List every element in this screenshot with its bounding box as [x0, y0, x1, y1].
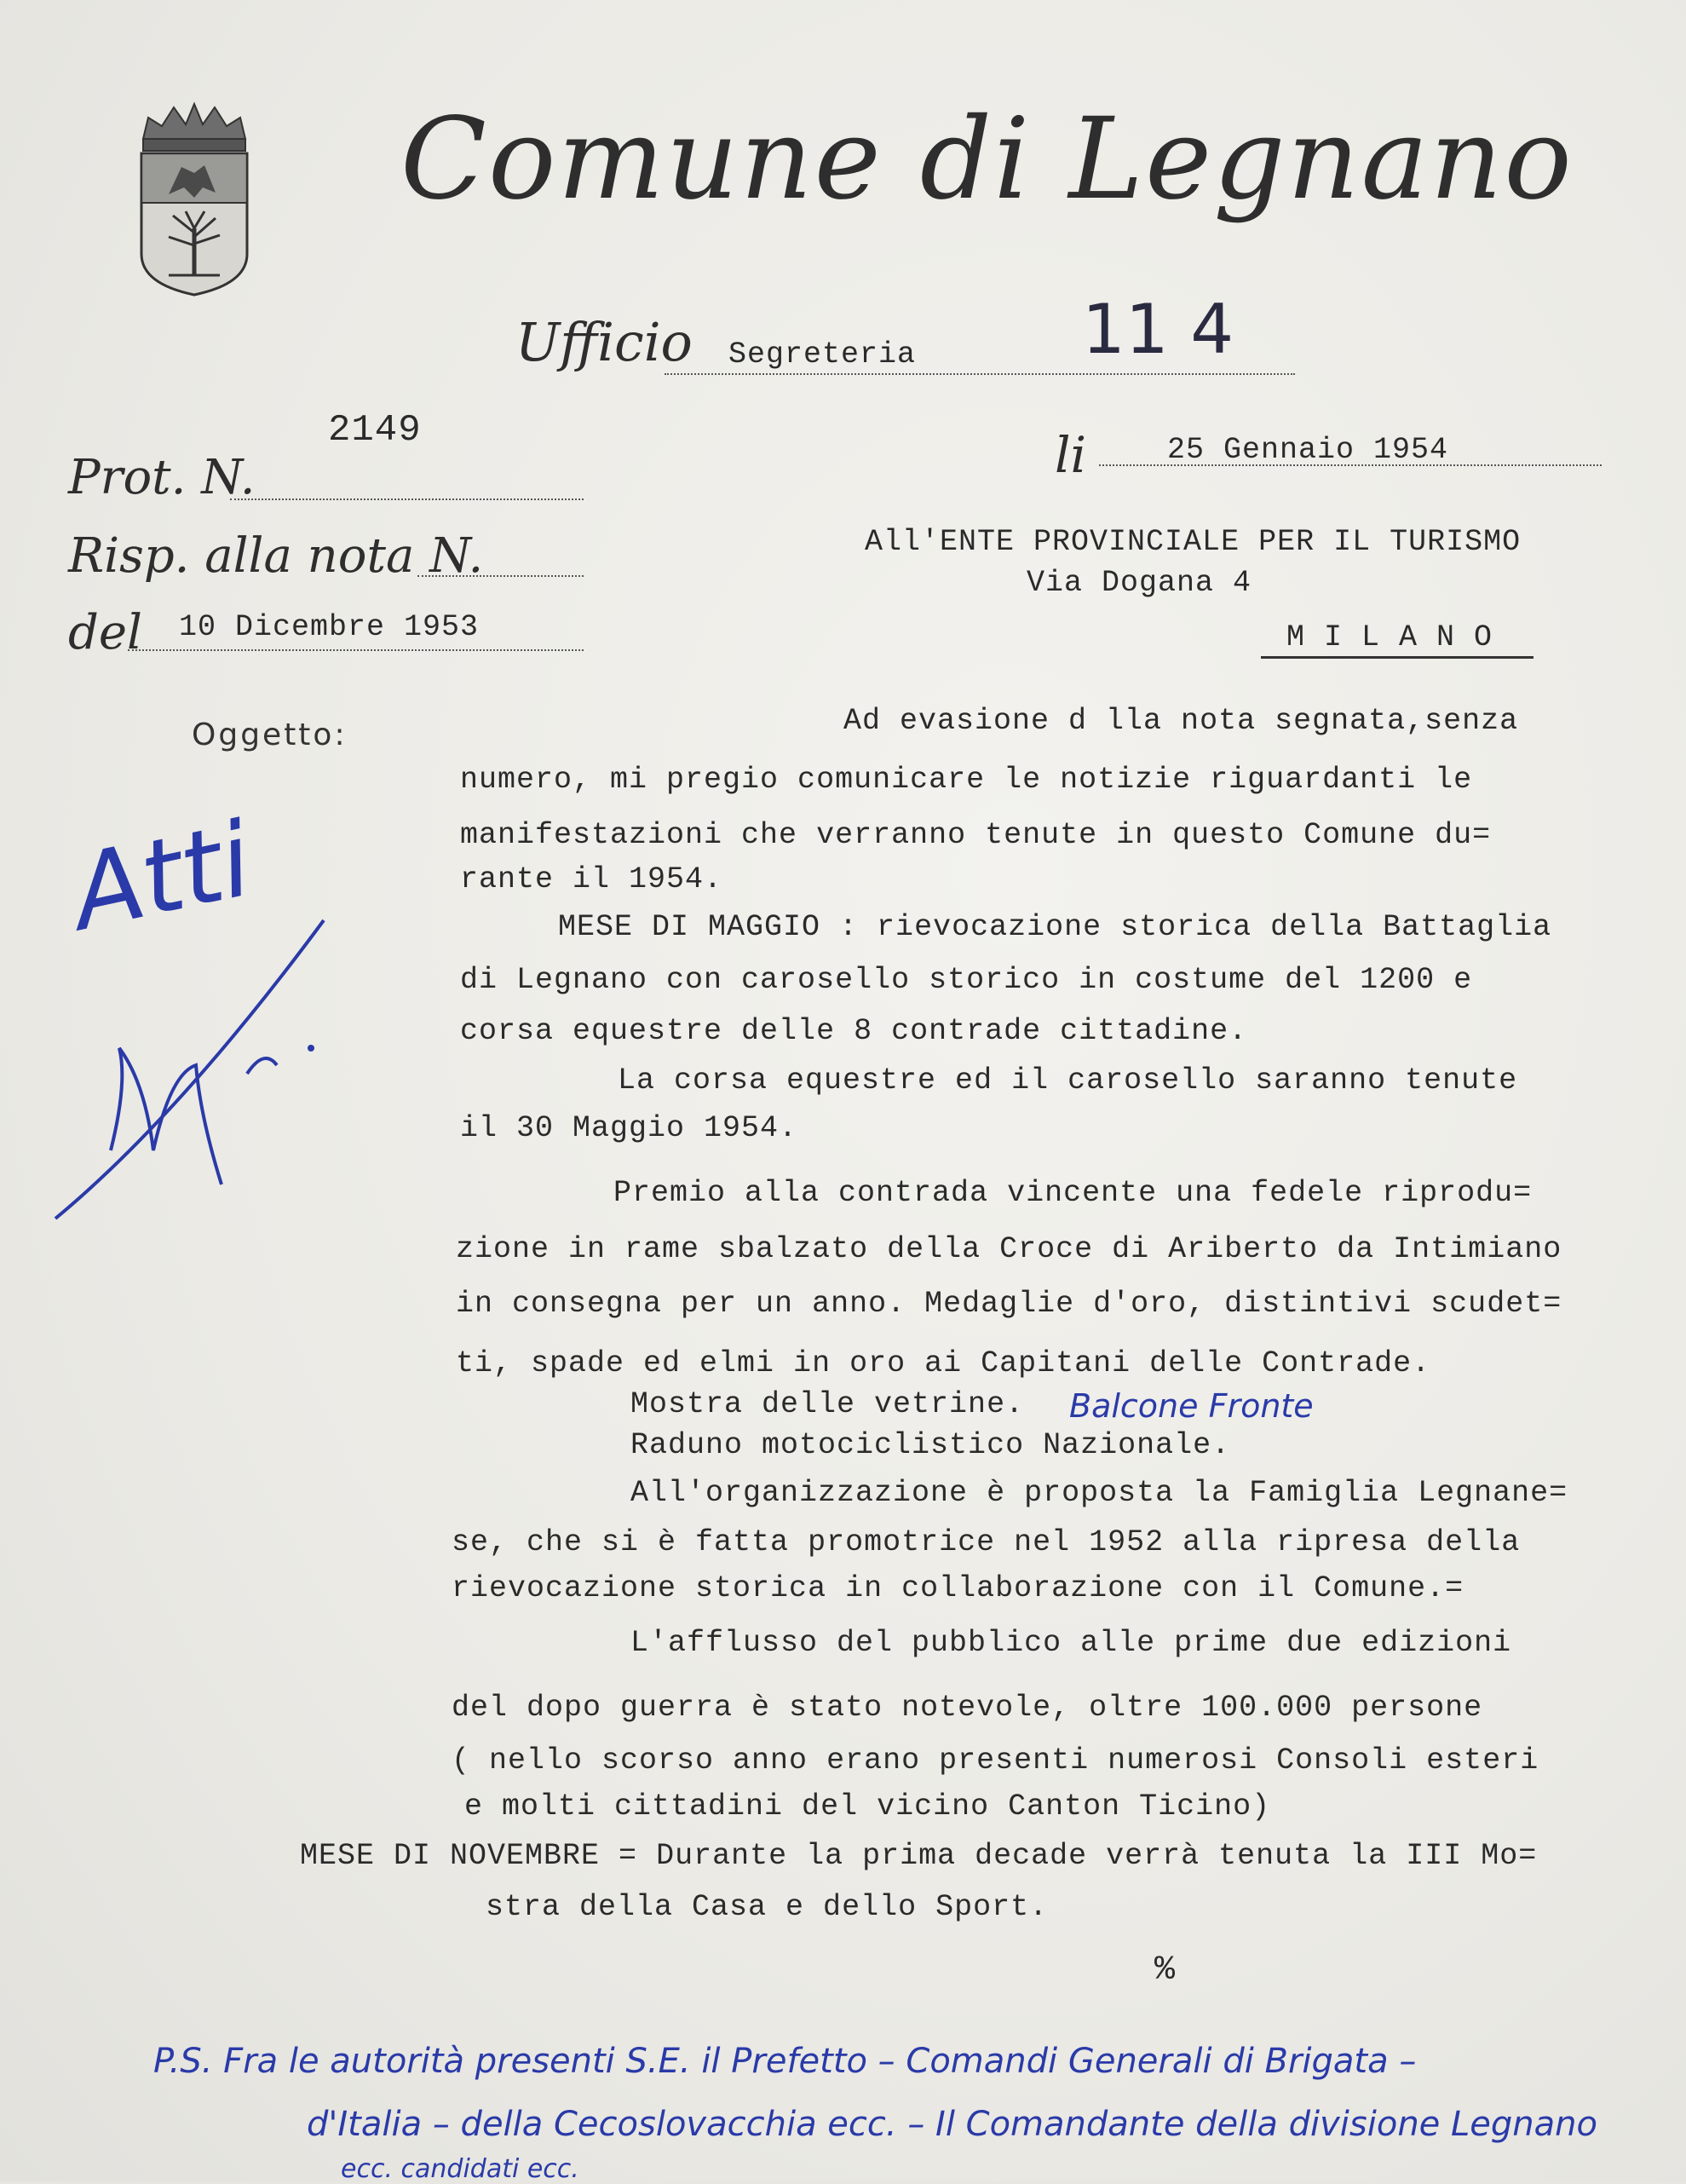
body-line: Ad evasione d lla nota segnata,senza [843, 704, 1519, 738]
body-line: in consegna per un anno. Medaglie d'oro, distintivi scudet= [456, 1287, 1562, 1321]
date-line [1099, 464, 1602, 466]
recipient-underline [1261, 656, 1534, 659]
body-line: Mostra delle vetrine. [630, 1387, 1025, 1421]
body-line: zione in rame sbalzato della Croce di Ariberto da Intimiano [456, 1232, 1562, 1266]
body-line: corsa equestre delle 8 contrade cittadine. [460, 1014, 1248, 1048]
risp-label: Risp. alla nota N. [68, 528, 484, 584]
del-line [128, 649, 584, 651]
body-line: se, che si è fatta promotrice nel 1952 alla ripresa della [452, 1525, 1521, 1559]
ufficio-value: Segreteria [728, 337, 917, 372]
margin-signature-icon [51, 792, 341, 1270]
body-line: rante il 1954. [460, 862, 723, 896]
body-line: stra della Casa e dello Sport. [486, 1890, 1049, 1924]
prot-line [230, 498, 584, 500]
prot-value: 2149 [328, 409, 422, 452]
recipient-line1: All'ENTE PROVINCIALE PER IL TURISMO [865, 525, 1522, 559]
oggetto-label: Oggetto: [192, 717, 348, 752]
letterhead-title: Comune di Legnano [400, 94, 1574, 225]
body-line: numero, mi pregio comunicare le notizie riguardanti le [460, 763, 1473, 797]
body-line: La corsa equestre ed il carosello saranno tenute [618, 1063, 1518, 1098]
recipient-line3: M I L A N O [1286, 620, 1493, 654]
recipient-line2: Via Dogana 4 [1027, 566, 1252, 600]
ufficio-line [665, 373, 1295, 375]
margin-handwritten-note: Atti [61, 800, 262, 954]
body-line: rievocazione storica in collaborazione con il Comune.= [452, 1571, 1464, 1605]
body-line: Premio alla contrada vincente una fedele riprodu= [613, 1176, 1533, 1210]
footer-postscript-line1: P.S. Fra le autorità presenti S.E. il Prefetto – Comandi Generali di Brigata – [153, 2042, 1417, 2081]
body-line: del dopo guerra è stato notevole, oltre 100.000 persone [452, 1691, 1483, 1725]
body-line: All'organizzazione è proposta la Famiglia Legnane= [630, 1476, 1568, 1510]
del-label: del [68, 605, 142, 660]
handwritten-vetrine-note: Balcone Fronte [1069, 1387, 1314, 1425]
date-value: 25 Gennaio 1954 [1167, 433, 1449, 467]
footer-postscript-line2: d'Italia – della Cecoslovacchia ecc. – Il Comandante della divisione Legnano [307, 2105, 1597, 2144]
footer-postscript-line3: ecc. candidati ecc. [341, 2154, 579, 2184]
body-line: e molti cittadini del vicino Canton Ticino) [464, 1789, 1271, 1824]
closing-mark: % [1154, 1951, 1177, 1990]
prot-label: Prot. N. [68, 450, 256, 505]
body-line: MESE DI MAGGIO : rievocazione storica della Battaglia [558, 910, 1552, 944]
body-line: ( nello scorso anno erano presenti numerosi Consoli esteri [452, 1743, 1539, 1778]
body-line: Raduno motociclistico Nazionale. [630, 1428, 1231, 1462]
ufficio-handwritten-number: 11 4 [1082, 290, 1234, 369]
coat-of-arms-icon [135, 92, 254, 297]
body-line: manifestazioni che verranno tenute in questo Comune du= [460, 818, 1492, 852]
risp-line [417, 575, 584, 577]
body-line: L'afflusso del pubblico alle prime due edizioni [630, 1626, 1512, 1660]
body-line: il 30 Maggio 1954. [460, 1111, 798, 1145]
del-value: 10 Dicembre 1953 [179, 610, 480, 644]
body-line: di Legnano con carosello storico in costume del 1200 e [460, 963, 1473, 997]
date-label: li [1055, 426, 1087, 484]
body-line: MESE DI NOVEMBRE = Durante la prima decade verrà tenuta la III Mo= [300, 1839, 1538, 1873]
ufficio-label: Ufficio [515, 311, 693, 373]
body-line: ti, spade ed elmi in oro ai Capitani delle Contrade. [456, 1346, 1431, 1380]
